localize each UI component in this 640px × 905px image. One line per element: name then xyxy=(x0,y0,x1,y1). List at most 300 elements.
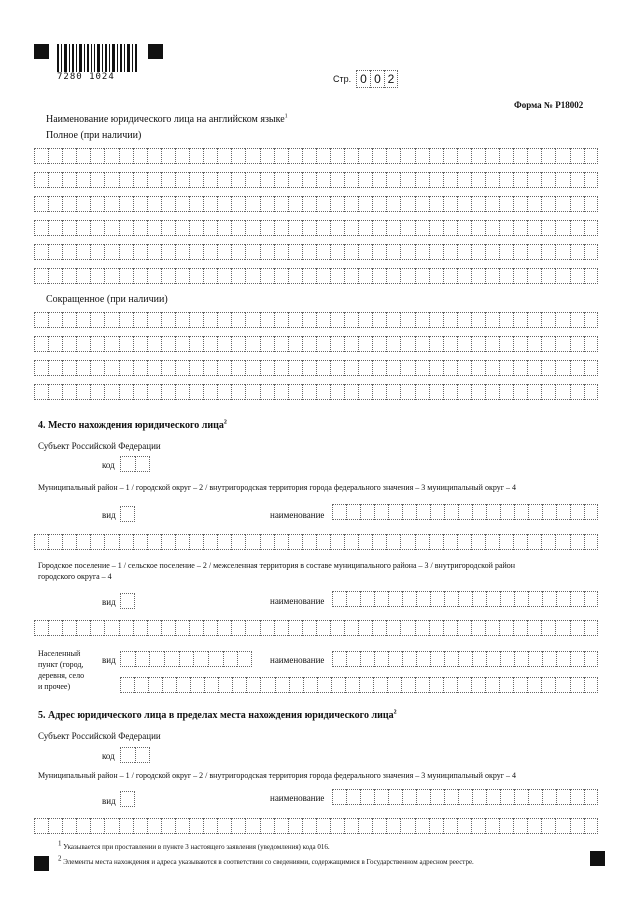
char-cell[interactable] xyxy=(316,312,330,328)
char-cell[interactable] xyxy=(485,244,499,260)
char-cell[interactable] xyxy=(541,268,555,284)
char-cell[interactable] xyxy=(133,384,147,400)
char-cell[interactable] xyxy=(274,196,288,212)
char-cell[interactable] xyxy=(499,336,513,352)
char-cell[interactable] xyxy=(330,534,344,550)
char-cell[interactable] xyxy=(161,312,175,328)
char-cell[interactable] xyxy=(513,818,527,834)
full-name-row[interactable] xyxy=(34,220,598,236)
char-cell[interactable] xyxy=(274,336,288,352)
char-cell[interactable] xyxy=(471,360,485,376)
char-cell[interactable] xyxy=(147,244,161,260)
char-cell[interactable] xyxy=(231,620,245,636)
char-cell[interactable] xyxy=(119,360,133,376)
char-cell[interactable] xyxy=(316,534,330,550)
char-cell[interactable] xyxy=(62,148,76,164)
char-cell[interactable] xyxy=(430,504,444,520)
char-cell[interactable] xyxy=(429,312,443,328)
char-cell[interactable] xyxy=(570,789,584,805)
char-cell[interactable] xyxy=(34,220,48,236)
char-cell[interactable] xyxy=(179,651,194,667)
short-name-row[interactable] xyxy=(34,384,598,400)
char-cell[interactable] xyxy=(402,591,416,607)
char-cell[interactable] xyxy=(246,677,260,693)
char-cell[interactable] xyxy=(416,651,430,667)
char-cell[interactable] xyxy=(584,148,598,164)
char-cell[interactable] xyxy=(457,220,471,236)
char-cell[interactable] xyxy=(457,312,471,328)
char-cell[interactable] xyxy=(217,360,231,376)
char-cell[interactable] xyxy=(48,384,62,400)
char-cell[interactable] xyxy=(231,384,245,400)
char-cell[interactable] xyxy=(527,677,541,693)
char-cell[interactable] xyxy=(302,534,316,550)
char-cell[interactable] xyxy=(274,148,288,164)
char-cell[interactable] xyxy=(402,651,416,667)
char-cell[interactable] xyxy=(288,172,302,188)
char-cell[interactable] xyxy=(330,336,344,352)
full-name-row[interactable] xyxy=(34,196,598,212)
char-cell[interactable] xyxy=(499,620,513,636)
char-cell[interactable] xyxy=(161,148,175,164)
char-cell[interactable] xyxy=(316,268,330,284)
char-cell[interactable] xyxy=(444,591,458,607)
char-cell[interactable] xyxy=(386,244,400,260)
char-cell[interactable] xyxy=(344,196,358,212)
char-cell[interactable] xyxy=(415,196,429,212)
char-cell[interactable] xyxy=(444,789,458,805)
char-cell[interactable] xyxy=(541,360,555,376)
char-cell[interactable] xyxy=(119,196,133,212)
char-cell[interactable] xyxy=(584,312,598,328)
char-cell[interactable] xyxy=(372,312,386,328)
char-cell[interactable] xyxy=(358,268,372,284)
char-cell[interactable] xyxy=(147,818,161,834)
char-cell[interactable] xyxy=(302,244,316,260)
char-cell[interactable] xyxy=(189,244,203,260)
char-cell[interactable] xyxy=(148,677,162,693)
char-cell[interactable] xyxy=(386,384,400,400)
char-cell[interactable] xyxy=(471,534,485,550)
char-cell[interactable] xyxy=(527,336,541,352)
char-cell[interactable] xyxy=(260,534,274,550)
char-cell[interactable] xyxy=(485,534,499,550)
char-cell[interactable] xyxy=(415,384,429,400)
char-cell[interactable] xyxy=(104,196,118,212)
char-cell[interactable] xyxy=(260,818,274,834)
char-cell[interactable] xyxy=(372,534,386,550)
char-cell[interactable] xyxy=(133,360,147,376)
char-cell[interactable] xyxy=(189,336,203,352)
char-cell[interactable] xyxy=(527,312,541,328)
char-cell[interactable] xyxy=(513,360,527,376)
char-cell[interactable] xyxy=(133,148,147,164)
char-cell[interactable] xyxy=(372,244,386,260)
char-cell[interactable] xyxy=(147,384,161,400)
char-cell[interactable] xyxy=(260,172,274,188)
char-cell[interactable] xyxy=(372,268,386,284)
char-cell[interactable] xyxy=(499,220,513,236)
char-cell[interactable] xyxy=(386,360,400,376)
char-cell[interactable] xyxy=(485,677,499,693)
char-cell[interactable] xyxy=(245,268,259,284)
char-cell[interactable] xyxy=(119,268,133,284)
char-cell[interactable] xyxy=(513,148,527,164)
char-cell[interactable] xyxy=(372,172,386,188)
char-cell[interactable] xyxy=(471,220,485,236)
char-cell[interactable] xyxy=(415,172,429,188)
char-cell[interactable] xyxy=(400,384,414,400)
char-cell[interactable] xyxy=(302,336,316,352)
char-cell[interactable] xyxy=(302,172,316,188)
char-cell[interactable] xyxy=(346,591,360,607)
char-cell[interactable] xyxy=(527,220,541,236)
char-cell[interactable] xyxy=(527,534,541,550)
char-cell[interactable] xyxy=(203,172,217,188)
char-cell[interactable] xyxy=(401,677,415,693)
char-cell[interactable] xyxy=(415,336,429,352)
char-cell[interactable] xyxy=(332,651,346,667)
char-cell[interactable] xyxy=(485,336,499,352)
char-cell[interactable] xyxy=(175,268,189,284)
char-cell[interactable] xyxy=(430,591,444,607)
char-cell[interactable] xyxy=(90,148,104,164)
char-cell[interactable] xyxy=(133,220,147,236)
char-cell[interactable] xyxy=(443,818,457,834)
char-cell[interactable] xyxy=(316,336,330,352)
char-cell[interactable] xyxy=(274,620,288,636)
char-cell[interactable] xyxy=(344,620,358,636)
char-cell[interactable] xyxy=(260,220,274,236)
char-cell[interactable] xyxy=(499,360,513,376)
char-cell[interactable] xyxy=(62,172,76,188)
char-cell[interactable] xyxy=(48,172,62,188)
char-cell[interactable] xyxy=(274,312,288,328)
char-cell[interactable] xyxy=(555,360,569,376)
char-cell[interactable] xyxy=(485,312,499,328)
char-cell[interactable] xyxy=(346,651,360,667)
char-cell[interactable] xyxy=(499,172,513,188)
char-cell[interactable] xyxy=(471,818,485,834)
char-cell[interactable] xyxy=(415,620,429,636)
char-cell[interactable] xyxy=(217,148,231,164)
char-cell[interactable] xyxy=(161,244,175,260)
char-cell[interactable] xyxy=(76,268,90,284)
char-cell[interactable] xyxy=(555,148,569,164)
char-cell[interactable] xyxy=(443,220,457,236)
char-cell[interactable] xyxy=(245,360,259,376)
char-cell[interactable] xyxy=(400,268,414,284)
char-cell[interactable] xyxy=(527,196,541,212)
char-cell[interactable] xyxy=(119,534,133,550)
char-cell[interactable] xyxy=(388,789,402,805)
char-cell[interactable] xyxy=(330,360,344,376)
char-cell[interactable] xyxy=(175,818,189,834)
char-cell[interactable] xyxy=(514,504,528,520)
char-cell[interactable] xyxy=(288,534,302,550)
char-cell[interactable] xyxy=(471,244,485,260)
char-cell[interactable] xyxy=(217,312,231,328)
char-cell[interactable] xyxy=(415,244,429,260)
char-cell[interactable] xyxy=(147,360,161,376)
char-cell[interactable] xyxy=(330,384,344,400)
char-cell[interactable] xyxy=(471,196,485,212)
settlement-name-row[interactable] xyxy=(332,591,598,607)
char-cell[interactable] xyxy=(429,534,443,550)
char-cell[interactable] xyxy=(388,591,402,607)
char-cell[interactable] xyxy=(541,677,555,693)
char-cell[interactable] xyxy=(555,244,569,260)
char-cell[interactable] xyxy=(485,818,499,834)
char-cell[interactable] xyxy=(164,651,179,667)
char-cell[interactable] xyxy=(358,818,372,834)
char-cell[interactable] xyxy=(288,220,302,236)
char-cell[interactable] xyxy=(231,172,245,188)
char-cell[interactable] xyxy=(400,620,414,636)
char-cell[interactable] xyxy=(48,360,62,376)
char-cell[interactable] xyxy=(555,620,569,636)
char-cell[interactable] xyxy=(584,360,598,376)
char-cell[interactable] xyxy=(302,312,316,328)
char-cell[interactable] xyxy=(245,172,259,188)
char-cell[interactable] xyxy=(527,172,541,188)
char-cell[interactable] xyxy=(513,244,527,260)
char-cell[interactable] xyxy=(499,818,513,834)
char-cell[interactable] xyxy=(457,818,471,834)
char-cell[interactable] xyxy=(458,591,472,607)
char-cell[interactable] xyxy=(486,591,500,607)
char-cell[interactable] xyxy=(443,172,457,188)
char-cell[interactable] xyxy=(48,268,62,284)
char-cell[interactable] xyxy=(429,677,443,693)
char-cell[interactable] xyxy=(443,148,457,164)
char-cell[interactable] xyxy=(274,220,288,236)
char-cell[interactable] xyxy=(48,148,62,164)
char-cell[interactable] xyxy=(90,818,104,834)
char-cell[interactable] xyxy=(274,244,288,260)
char-cell[interactable] xyxy=(472,789,486,805)
char-cell[interactable] xyxy=(416,591,430,607)
char-cell[interactable] xyxy=(288,268,302,284)
char-cell[interactable] xyxy=(556,504,570,520)
char-cell[interactable] xyxy=(458,651,472,667)
char-cell[interactable] xyxy=(48,312,62,328)
char-cell[interactable] xyxy=(147,534,161,550)
char-cell[interactable] xyxy=(400,148,414,164)
char-cell[interactable] xyxy=(527,360,541,376)
char-cell[interactable] xyxy=(485,196,499,212)
char-cell[interactable] xyxy=(189,384,203,400)
char-cell[interactable] xyxy=(330,620,344,636)
char-cell[interactable] xyxy=(189,360,203,376)
char-cell[interactable] xyxy=(161,620,175,636)
char-cell[interactable] xyxy=(231,360,245,376)
char-cell[interactable] xyxy=(499,384,513,400)
char-cell[interactable] xyxy=(175,384,189,400)
char-cell[interactable] xyxy=(584,268,598,284)
full-name-row[interactable] xyxy=(34,148,598,164)
char-cell[interactable] xyxy=(189,172,203,188)
char-cell[interactable] xyxy=(147,336,161,352)
char-cell[interactable] xyxy=(471,677,485,693)
char-cell[interactable] xyxy=(541,534,555,550)
char-cell[interactable] xyxy=(499,148,513,164)
char-cell[interactable] xyxy=(556,789,570,805)
char-cell[interactable] xyxy=(232,677,246,693)
char-cell[interactable] xyxy=(217,384,231,400)
char-cell[interactable] xyxy=(189,620,203,636)
char-cell[interactable] xyxy=(344,148,358,164)
char-cell[interactable] xyxy=(62,244,76,260)
char-cell[interactable] xyxy=(471,268,485,284)
char-cell[interactable] xyxy=(499,534,513,550)
char-cell[interactable] xyxy=(386,620,400,636)
char-cell[interactable] xyxy=(346,504,360,520)
char-cell[interactable] xyxy=(472,651,486,667)
char-cell[interactable] xyxy=(471,336,485,352)
char-cell[interactable] xyxy=(316,148,330,164)
char-cell[interactable] xyxy=(415,312,429,328)
char-cell[interactable] xyxy=(90,220,104,236)
char-cell[interactable] xyxy=(34,196,48,212)
char-cell[interactable] xyxy=(400,172,414,188)
char-cell[interactable] xyxy=(584,620,598,636)
char-cell[interactable] xyxy=(443,312,457,328)
short-name-row[interactable] xyxy=(34,360,598,376)
char-cell[interactable] xyxy=(316,620,330,636)
char-cell[interactable] xyxy=(374,591,388,607)
char-cell[interactable] xyxy=(90,268,104,284)
char-cell[interactable] xyxy=(48,196,62,212)
char-cell[interactable] xyxy=(386,312,400,328)
char-cell[interactable] xyxy=(147,268,161,284)
char-cell[interactable] xyxy=(62,360,76,376)
char-cell[interactable] xyxy=(374,789,388,805)
char-cell[interactable] xyxy=(373,677,387,693)
char-cell[interactable] xyxy=(555,534,569,550)
char-cell[interactable] xyxy=(358,172,372,188)
char-cell[interactable] xyxy=(584,591,598,607)
char-cell[interactable] xyxy=(48,220,62,236)
char-cell[interactable] xyxy=(316,244,330,260)
char-cell[interactable] xyxy=(513,172,527,188)
char-cell[interactable] xyxy=(175,196,189,212)
char-cell[interactable] xyxy=(400,196,414,212)
char-cell[interactable] xyxy=(443,244,457,260)
char-cell[interactable] xyxy=(416,789,430,805)
char-cell[interactable] xyxy=(471,384,485,400)
char-cell[interactable] xyxy=(90,620,104,636)
char-cell[interactable] xyxy=(570,651,584,667)
char-cell[interactable] xyxy=(48,818,62,834)
char-cell[interactable] xyxy=(471,620,485,636)
char-cell[interactable] xyxy=(76,384,90,400)
char-cell[interactable] xyxy=(386,172,400,188)
char-cell[interactable] xyxy=(513,620,527,636)
char-cell[interactable] xyxy=(386,534,400,550)
char-cell[interactable] xyxy=(260,312,274,328)
char-cell[interactable] xyxy=(134,677,148,693)
char-cell[interactable] xyxy=(528,789,542,805)
char-cell[interactable] xyxy=(527,818,541,834)
char-cell[interactable] xyxy=(570,504,584,520)
char-cell[interactable] xyxy=(275,677,289,693)
char-cell[interactable] xyxy=(471,148,485,164)
char-cell[interactable] xyxy=(541,818,555,834)
char-cell[interactable] xyxy=(386,148,400,164)
char-cell[interactable] xyxy=(231,534,245,550)
char-cell[interactable] xyxy=(260,244,274,260)
char-cell[interactable] xyxy=(400,244,414,260)
char-cell[interactable] xyxy=(386,268,400,284)
char-cell[interactable] xyxy=(443,336,457,352)
char-cell[interactable] xyxy=(372,384,386,400)
char-cell[interactable] xyxy=(274,384,288,400)
char-cell[interactable] xyxy=(400,534,414,550)
char-cell[interactable] xyxy=(527,384,541,400)
char-cell[interactable] xyxy=(162,677,176,693)
char-cell[interactable] xyxy=(513,220,527,236)
char-cell[interactable] xyxy=(570,148,584,164)
char-cell[interactable] xyxy=(288,336,302,352)
char-cell[interactable] xyxy=(76,220,90,236)
locality-name-row[interactable] xyxy=(332,651,598,667)
char-cell[interactable] xyxy=(217,620,231,636)
char-cell[interactable] xyxy=(274,172,288,188)
char-cell[interactable] xyxy=(237,651,252,667)
char-cell[interactable] xyxy=(486,651,500,667)
char-cell[interactable] xyxy=(34,534,48,550)
char-cell[interactable] xyxy=(34,336,48,352)
char-cell[interactable] xyxy=(542,591,556,607)
char-cell[interactable] xyxy=(274,360,288,376)
char-cell[interactable] xyxy=(527,268,541,284)
char-cell[interactable] xyxy=(388,504,402,520)
char-cell[interactable] xyxy=(513,336,527,352)
locality-type-cells[interactable] xyxy=(120,651,252,667)
short-name-row[interactable] xyxy=(34,312,598,328)
char-cell[interactable] xyxy=(203,360,217,376)
char-cell[interactable] xyxy=(223,651,238,667)
char-cell[interactable] xyxy=(119,620,133,636)
char-cell[interactable] xyxy=(119,172,133,188)
char-cell[interactable] xyxy=(245,534,259,550)
char-cell[interactable] xyxy=(344,336,358,352)
char-cell[interactable] xyxy=(189,818,203,834)
char-cell[interactable] xyxy=(402,504,416,520)
char-cell[interactable] xyxy=(344,360,358,376)
char-cell[interactable] xyxy=(372,336,386,352)
char-cell[interactable] xyxy=(499,196,513,212)
char-cell[interactable] xyxy=(274,818,288,834)
char-cell[interactable] xyxy=(584,336,598,352)
char-cell[interactable] xyxy=(429,244,443,260)
char-cell[interactable] xyxy=(443,360,457,376)
char-cell[interactable] xyxy=(76,148,90,164)
char-cell[interactable] xyxy=(360,591,374,607)
char-cell[interactable] xyxy=(161,172,175,188)
char-cell[interactable] xyxy=(443,384,457,400)
char-cell[interactable] xyxy=(513,312,527,328)
char-cell[interactable] xyxy=(76,360,90,376)
char-cell[interactable] xyxy=(485,384,499,400)
char-cell[interactable] xyxy=(457,677,471,693)
char-cell[interactable] xyxy=(514,651,528,667)
char-cell[interactable] xyxy=(203,534,217,550)
char-cell[interactable] xyxy=(104,312,118,328)
char-cell[interactable] xyxy=(430,651,444,667)
char-cell[interactable] xyxy=(555,220,569,236)
